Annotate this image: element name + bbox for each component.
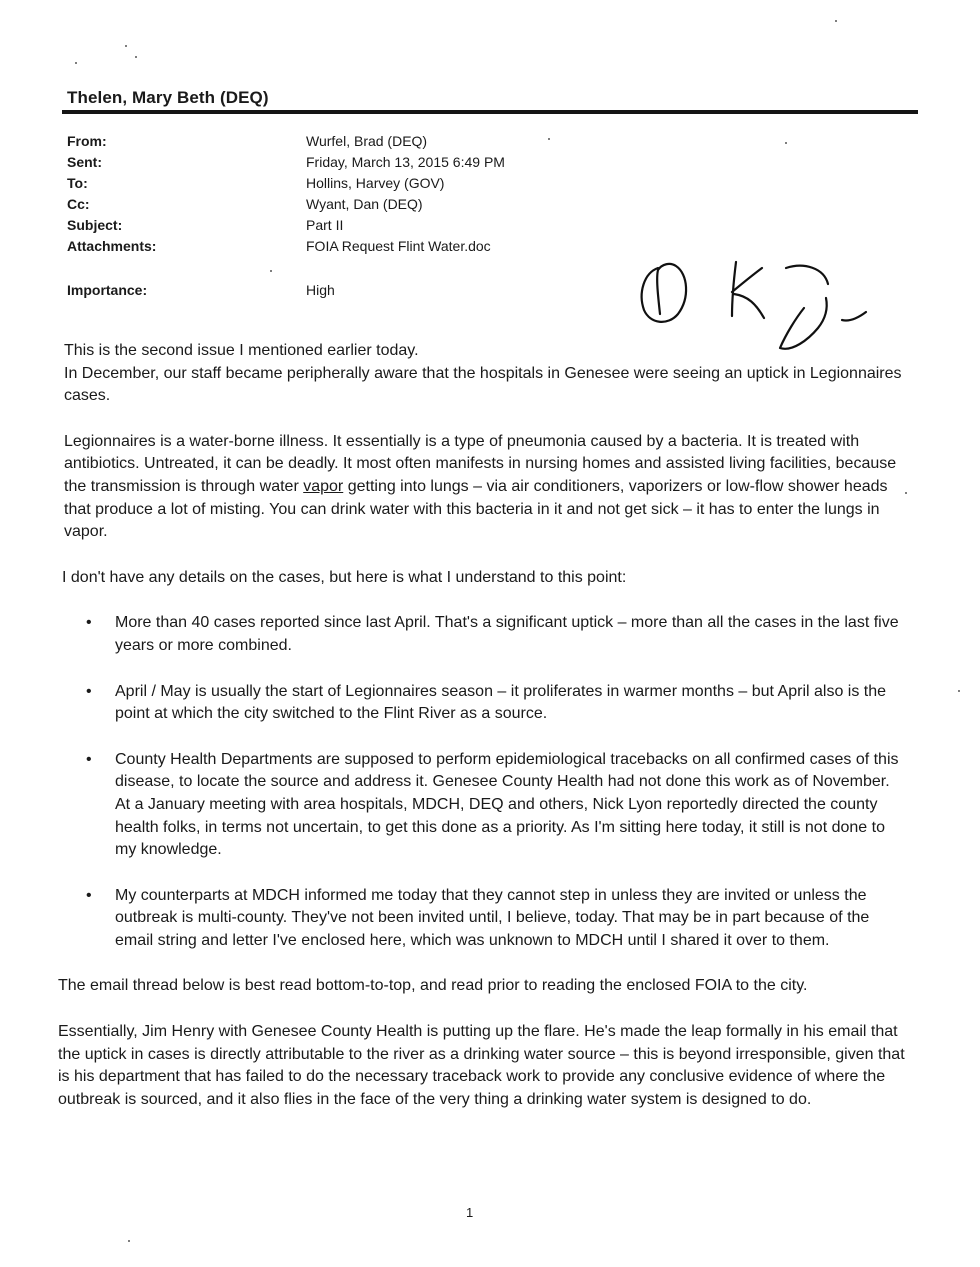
bullet-text: County Health Departments are supposed to perform epidemiological tracebacks on all confirmed cases of this disease, to locate the source and address it. Genesee County Health had not done this work as of November. At a January meeting with area hospitals, MDCH, DEQ and others, Nick Lyon reportedly directed the county health folks, in terms not uncertain, to get this done as a priority. As I'm sitting here today, it still is not done to my knowledge. [115, 750, 899, 859]
page-number: 1 [466, 1205, 474, 1220]
mailbox-owner-name: Thelen, Mary Beth (DEQ) [67, 88, 269, 107]
sent-value: Friday, March 13, 2015 6:49 PM [306, 154, 505, 170]
scan-speck [958, 690, 960, 692]
subject-label: Subject: [67, 217, 123, 233]
scan-speck [135, 56, 137, 58]
attachments-label: Attachments: [67, 238, 157, 254]
bullet-dot: • [86, 614, 92, 632]
intro-line-2: In December, our staff became peripherally aware that the hospitals in Genesee were seeing an uptick in Legionnaires cases. [64, 364, 902, 405]
meta-row-from [67, 133, 767, 153]
legionnaires-text-b: getting into lungs – via air conditioners, vaporizers or low-flow shower heads that produce a lot of misting. You can drink water with this bacteria in it and not get sick – it has to enter the lungs in vapor. [64, 477, 888, 541]
to-label: To: [67, 175, 88, 191]
scan-speck [75, 62, 77, 64]
bullet-text: My counterparts at MDCH informed me today that they cannot step in unless they are invited or unless the outbreak is multi-county. They've not been invited until, I believe, today. That may be in part because of the email string and letter I've enclosed here, which was unknown to MDCH until I shared it over to them. [115, 886, 870, 949]
bullet-item [58, 749, 908, 862]
meta-row-sent [67, 154, 767, 174]
details-intro-paragraph: I don't have any details on the cases, but here is what I understand to this point: [62, 568, 627, 586]
bullet-text: More than 40 cases reported since last April. That's a significant uptick – more than all the cases in the last five years or more combined. [115, 614, 899, 654]
bullet-item [58, 612, 908, 657]
header-divider [62, 110, 918, 114]
meta-row-cc [67, 196, 767, 216]
importance-value: High [306, 282, 335, 298]
bullet-item [58, 681, 908, 726]
sent-label: Sent: [67, 154, 102, 170]
legionnaires-text-a: Legionnaires is a water-borne illness. It essentially is a type of pneumonia caused by a bacteria. It is treated with antibiotics. Untreated, it can be deadly. It most often manifests in nursing homes and assisted living facilities, because the transmission is through water [64, 432, 897, 495]
to-value: Hollins, Harvey (GOV) [306, 175, 445, 191]
handwritten-d-stroke [780, 266, 828, 349]
meta-row-to [67, 175, 767, 195]
handwritten-dash-stroke [842, 312, 866, 321]
bullet-text: April / May is usually the start of Legionnaires season – it proliferates in warmer months – but April also is the point at which the city switched to the Flint River as a source. [115, 682, 887, 723]
subject-value: Part II [306, 217, 344, 233]
handwritten-o-stroke [642, 264, 686, 322]
email-body [58, 340, 908, 1111]
findings-bullet-list [58, 612, 908, 952]
meta-row-subject [67, 217, 767, 237]
bullet-dot: • [86, 682, 92, 700]
bullet-dot: • [86, 886, 92, 904]
scan-speck [785, 142, 787, 144]
scan-speck [128, 1240, 130, 1242]
from-label: From: [67, 133, 107, 149]
legionnaires-paragraph [64, 431, 908, 544]
scan-speck [835, 20, 837, 22]
bullet-item [58, 885, 908, 953]
scan-speck [270, 270, 272, 272]
handwritten-k-stroke [732, 262, 764, 318]
intro-line-1: This is the second issue I mentioned earlier today. [64, 342, 419, 359]
attachments-value: FOIA Request Flint Water.doc [306, 238, 491, 254]
thread-note-paragraph: The email thread below is best read bottom-to-top, and read prior to reading the enclosed FOIA to the city. [58, 977, 808, 995]
cc-label: Cc: [67, 196, 90, 212]
vapor-underlined-word: vapor [303, 477, 344, 495]
bullet-dot: • [86, 750, 92, 768]
from-value: Wurfel, Brad (DEQ) [306, 133, 428, 149]
cc-value: Wyant, Dan (DEQ) [306, 196, 423, 212]
scan-speck [125, 45, 127, 47]
jim-henry-paragraph: Essentially, Jim Henry with Genesee County Health is putting up the flare. He's made the leap formally in his email that the uptick in cases is directly attributable to the river as a drinking water source – this is beyond irresponsible, given that is his department that has failed to do the necessary traceback work to provide any conclusive evidence of where the outbreak is sourced, and it also flies in the face of the very thing a drinking water system is designed to do. [58, 1023, 905, 1108]
importance-label: Importance: [67, 282, 148, 298]
